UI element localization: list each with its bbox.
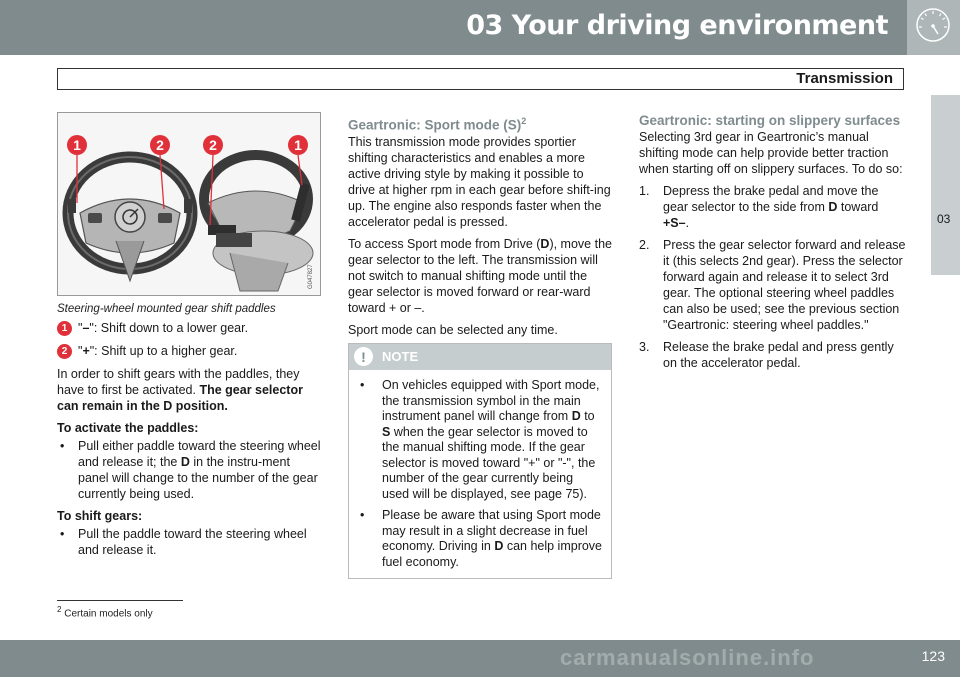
svg-text:1: 1 xyxy=(294,137,302,153)
figure-code: G047827 xyxy=(308,264,314,289)
note-bullet-2: • Please be aware that using Sport mode may result in a slight decrease in fuel economy. Driving in D can help improve fuel economy. xyxy=(360,508,603,569)
svg-text:2: 2 xyxy=(156,137,164,153)
activate-heading: To activate the paddles: xyxy=(57,421,199,435)
legend-text: ": Shift down to a lower gear. xyxy=(89,321,249,335)
column-2 xyxy=(348,113,612,344)
note-body xyxy=(349,370,611,570)
shift-heading: To shift gears: xyxy=(57,509,143,523)
speedometer-icon xyxy=(907,0,960,55)
watermark: carmanualsonline.info xyxy=(560,645,815,670)
slippery-intro: Selecting 3rd gear in Geartronic’s manual shifting mode can help provide better traction when starting off on slippery surfaces. To do so: xyxy=(639,130,903,176)
steps-list xyxy=(639,183,906,371)
callout-2-right xyxy=(203,135,223,155)
note-bullet-1: • On vehicles equipped with Sport mode, the transmission symbol in the main instrument panel will change from D to S when the gear selector is moved to the manual shifting mode. If the gear selector is moved toward "+" or "-", the number of the gear currently being used will be displayed, see page 75). xyxy=(360,378,600,501)
chapter-side-tab xyxy=(931,95,960,275)
sport-mode-paragraph-2: To access Sport mode from Drive (D), move the gear selector to the left. The transmission will not switch to manual shifting mode until the gear selector is moved forward or rear-ward toward + or –. xyxy=(348,236,612,315)
svg-text:1: 1 xyxy=(73,137,81,153)
note-title: NOTE xyxy=(382,349,419,364)
column-1 xyxy=(57,320,321,564)
sport-mode-paragraph-3: Sport mode can be selected any time. xyxy=(348,322,558,337)
callout-1-left xyxy=(67,135,87,155)
side-steering-wheel-graphic xyxy=(204,155,313,291)
svg-text:2: 2 xyxy=(209,137,217,153)
callout-2-left xyxy=(150,135,170,155)
callout-1-right xyxy=(288,135,308,155)
shift-bullet: • Pull the paddle toward the steering wheel and release it. xyxy=(60,527,307,557)
page-footer xyxy=(0,640,960,677)
sport-mode-paragraph-1: This transmission mode provides sportier shifting characteristics and enables a more active driving style by making it possible to drive at higher rpm in each gear before shift-ing up. The engine also responds faster when the accelerator pedal is pressed. xyxy=(348,134,611,229)
minus-symbol: – xyxy=(82,321,90,335)
slippery-surfaces-heading: Geartronic: starting on slippery surfaces xyxy=(639,113,901,128)
footnote-divider xyxy=(57,600,183,601)
figure-caption: Steering-wheel mounted gear shift paddles xyxy=(57,303,276,315)
legend-item-2: 2 "+": Shift up to a higher gear. xyxy=(57,343,321,359)
step-3: 3. Release the brake pedal and press gently on the accelerator pedal. xyxy=(639,340,894,370)
exclamation-icon: ! xyxy=(354,347,373,366)
column-3 xyxy=(639,113,906,377)
page-number: 123 xyxy=(921,648,945,664)
section-title: Transmission xyxy=(796,70,893,87)
footnote: $^2$ Certain models only xyxy=(57,605,153,620)
steering-wheel-figure xyxy=(57,112,321,296)
step-1: 1. Depress the brake pedal and move the gear selector to the side from D toward +S–. xyxy=(639,184,879,230)
steering-wheel-illustration xyxy=(58,113,320,295)
page-header xyxy=(0,0,960,55)
section-bar xyxy=(57,68,904,90)
paddle-intro: In order to shift gears with the paddles, they have to first be activated. The gear selector can remain in the D position. xyxy=(57,367,303,413)
activate-bullet: • Pull either paddle toward the steering wheel and release it; the D in the instru-ment panel will change to the number of the gear currently being used. xyxy=(60,439,321,501)
chapter-tab-label: 03 xyxy=(937,212,951,226)
note-header xyxy=(349,344,611,370)
legend-text: ": Shift up to a higher gear. xyxy=(89,344,238,358)
note-box xyxy=(348,343,612,579)
legend-item-1: 1 "–": Shift down to a lower gear. xyxy=(57,320,321,336)
callout-badge: 2 xyxy=(57,344,72,359)
step-2: 2. Press the gear selector forward and release it (this selects 2nd gear). Press the selector forward again and release it to select 3rd gear. The optional steering wheel paddles can also be used; see the previous section "Geartronic: steering wheel paddles." xyxy=(639,238,906,332)
callout-badge: 1 xyxy=(57,321,72,336)
plus-symbol: + xyxy=(82,344,90,358)
chapter-title: 03 Your driving environment xyxy=(466,10,888,41)
sport-mode-heading: Geartronic: Sport mode $(S)^2$ xyxy=(348,116,527,133)
front-steering-wheel-graphic xyxy=(68,157,192,281)
